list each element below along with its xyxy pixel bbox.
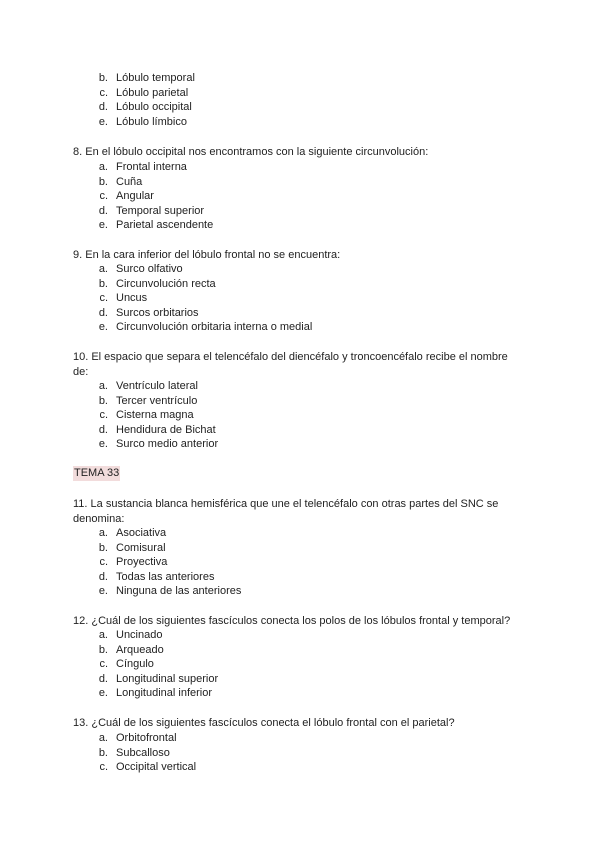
option-c: c. Cisterna magna: [99, 409, 194, 422]
option-c: c. Lóbulo parietal: [99, 86, 189, 99]
option-b: b. Arqueado: [98, 643, 164, 656]
option-d: d. Surcos orbitarios: [98, 306, 199, 319]
option-d: d. Longitudinal superior: [98, 672, 219, 685]
option-a: a. Uncinado: [98, 629, 163, 641]
option-b: b. Circunvolución recta: [98, 277, 216, 290]
option-c: c. Proyectiva: [99, 556, 168, 569]
option-c: c. Occipital vertical: [99, 761, 197, 774]
option-d: d. Lóbulo occipital: [98, 101, 192, 114]
question-11-text: 11. La sustancia blanca hemisférica que une el telencéfalo con otras partes del SNC se denomina:: [73, 498, 499, 525]
option-b: b. Tercer ventrículo: [98, 394, 198, 407]
question-9-options: [88, 262, 312, 335]
question-12-options: [88, 628, 218, 701]
option-e: e. Ninguna de las anteriores: [98, 585, 242, 598]
option-b: b. Cuña: [98, 175, 143, 188]
question-8-text: 8. En el lóbulo occipital nos encontramos con la siguiente circunvolución:: [73, 146, 429, 158]
option-a: a. Orbitofrontal: [98, 732, 177, 744]
option-e: e. Surco medio anterior: [98, 438, 219, 451]
option-e: e. Lóbulo límbico: [98, 115, 187, 128]
option-e: e. Circunvolución orbitaria interna o medial: [98, 321, 313, 334]
question-13-options: [88, 731, 196, 775]
question-13-text: 13. ¿Cuál de los siguientes fascículos conecta el lóbulo frontal con el parietal?: [73, 717, 455, 729]
option-b: b. Subcalloso: [98, 746, 170, 759]
question-8-options: [88, 160, 213, 233]
option-c: c. Uncus: [99, 292, 148, 305]
question-10-text: 10. El espacio que separa el telencéfalo del diencéfalo y troncoencéfalo recibe el nombre de:: [73, 351, 508, 378]
option-a: a. Ventrículo lateral: [98, 380, 198, 392]
option-a: a. Frontal interna: [98, 161, 187, 173]
option-e: e. Parietal ascendente: [98, 219, 214, 232]
option-e: e. Longitudinal inferior: [98, 687, 213, 700]
question-12-text: 12. ¿Cuál de los siguientes fascículos conecta los polos de los lóbulos frontal y temporal?: [73, 615, 511, 627]
option-c: c. Angular: [99, 190, 154, 203]
previous-question-options: [88, 71, 195, 129]
option-d: d. Hendidura de Bichat: [98, 423, 216, 436]
option-c: c. Cíngulo: [99, 658, 154, 671]
option-a: a. Asociativa: [98, 527, 167, 539]
option-b: b. Lóbulo temporal: [98, 72, 195, 84]
question-9-text: 9. En la cara inferior del lóbulo frontal no se encuentra:: [73, 249, 341, 261]
section-heading: TEMA 33: [74, 467, 120, 479]
question-10-options: [88, 379, 218, 452]
option-a: a. Surco olfativo: [98, 263, 183, 275]
question-11-options: [88, 526, 241, 599]
option-d: d. Temporal superior: [98, 204, 205, 217]
option-d: d. Todas las anteriores: [98, 570, 215, 583]
option-b: b. Comisural: [98, 541, 166, 554]
